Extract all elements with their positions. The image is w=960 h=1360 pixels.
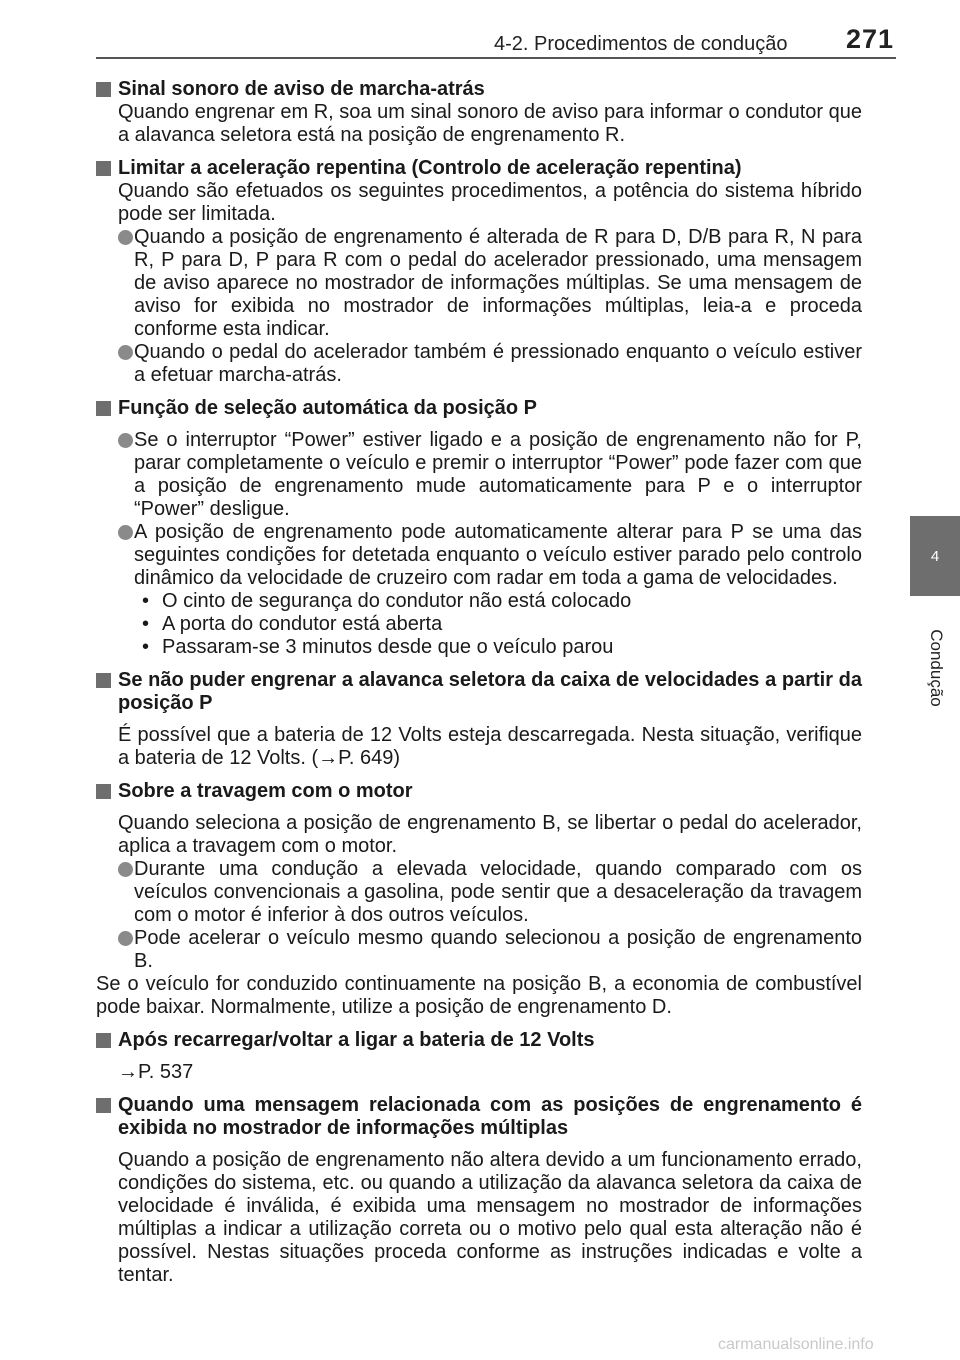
square-bullet-icon <box>96 1098 111 1113</box>
round-bullet-icon <box>118 862 133 877</box>
list-item: A posição de engrenamento pode automaticamente alterar para P se uma das seguintes condições for detetada enquanto o veículo estiver parado pelo controlo dinâmico da velocidade de cruzeiro com radar em toda a gama de velocidades. <box>118 521 862 590</box>
watermark: carmanualsonline.info <box>718 1336 874 1353</box>
sub-list-item: • O cinto de segurança do condutor não está colocado <box>134 590 862 613</box>
section-engine-braking <box>96 780 862 1019</box>
section-title: Limitar a aceleração repentina (Controlo de aceleração repentina) <box>118 157 742 179</box>
round-bullet-icon <box>118 525 133 540</box>
section-note: Se o veículo for conduzido continuamente na posição B, a economia de combustível pode baixar. Normalmente, utilize a posição de engrenamento D. <box>96 973 862 1018</box>
page-header <box>0 0 960 60</box>
round-bullet-icon <box>118 345 133 360</box>
square-bullet-icon <box>96 784 111 799</box>
section-shift-message <box>96 1094 862 1287</box>
chapter-label-text: Condução <box>927 629 946 707</box>
list-item: Quando o pedal do acelerador também é pressionado enquanto o veículo estiver a efetuar marcha-atrás. <box>118 341 862 387</box>
header-divider <box>96 57 896 59</box>
section-reverse-buzzer <box>96 78 862 147</box>
section-paragraph: É possível que a bateria de 12 Volts esteja descarregada. Nesta situação, verifique a bateria de 12 Volts. (→P. 649) <box>118 724 862 769</box>
square-bullet-icon <box>96 161 111 176</box>
section-title: Função de seleção automática da posição P <box>118 397 538 419</box>
list-item: Se o interruptor “Power” estiver ligado e a posição de engrenamento não for P, parar completamente o veículo e premir o interruptor “Power” pode fazer com que a posição de engrenamento mude automaticamente para P e o interruptor “Power” desligue. <box>118 429 862 521</box>
section-cannot-shift-from-p <box>96 669 862 770</box>
square-bullet-icon <box>96 82 111 97</box>
square-bullet-icon <box>96 673 111 688</box>
section-title: Se não puder engrenar a alavanca seletora da caixa de velocidades a partir da posição P <box>118 669 862 714</box>
page-reference-link[interactable]: (→P. 649) <box>311 747 401 769</box>
chapter-tab[interactable]: 4 <box>910 516 960 596</box>
round-bullet-icon <box>118 433 133 448</box>
header-section-title: 4-2. Procedimentos de condução <box>494 33 788 55</box>
section-paragraph: Quando engrenar em R, soa um sinal sonoro de aviso para informar o condutor que a alavanca seletora está na posição de engrenamento R. <box>118 101 862 146</box>
round-bullet-icon <box>118 230 133 245</box>
sub-list <box>118 590 862 659</box>
page-content <box>96 78 862 1287</box>
round-bullet-icon <box>118 931 133 946</box>
page-number: 271 <box>846 24 895 54</box>
section-after-battery-reconnect <box>96 1029 862 1084</box>
list-item: Pode acelerar o veículo mesmo quando selecionou a posição de engrenamento B. <box>118 927 862 973</box>
section-paragraph: Quando são efetuados os seguintes procedimentos, a potência do sistema híbrido pode ser limitada. <box>118 180 862 225</box>
sub-list-item: • Passaram-se 3 minutos desde que o veículo parou <box>134 636 862 659</box>
page-reference-link[interactable]: →P. 537 <box>118 1061 194 1083</box>
section-paragraph: Quando seleciona a posição de engrenamento B, se libertar o pedal do acelerador, aplica a travagem com o motor. <box>118 812 862 857</box>
section-paragraph: Quando a posição de engrenamento não altera devido a um funcionamento errado, condições do sistema, etc. ou quando a utilização da alavanca seletora da caixa de velocidade é inválida, é exibida uma mensagem no mostrador de informações múltiplas a indicar a utilização correta ou o motivo pelo qual esta alteração não é possível. Nestas situações proceda conforme as instruções indicadas e volte a tentar. <box>118 1149 862 1286</box>
chapter-label <box>926 618 946 718</box>
section-title: Sobre a travagem com o motor <box>118 780 413 802</box>
section-title: Após recarregar/voltar a ligar a bateria de 12 Volts <box>118 1029 595 1051</box>
square-bullet-icon <box>96 1033 111 1048</box>
square-bullet-icon <box>96 401 111 416</box>
section-sudden-acceleration <box>96 157 862 387</box>
section-title: Sinal sonoro de aviso de marcha-atrás <box>118 78 485 100</box>
list-item: Quando a posição de engrenamento é alterada de R para D, D/B para R, N para R, P para D, P para R com o pedal do acelerador pressionado, uma mensagem de aviso aparece no mostrador de informações múltiplas. Se uma mensagem de aviso for exibida no mostrador de informações múltiplas, leia-a e proceda conforme esta indicar. <box>118 226 862 341</box>
section-title: Quando uma mensagem relacionada com as posições de engrenamento é exibida no mostrador de informações múltiplas <box>118 1094 862 1139</box>
sub-list-item: • A porta do condutor está aberta <box>134 613 862 636</box>
list-item: Durante uma condução a elevada velocidade, quando comparado com os veículos convencionais a gasolina, pode sentir que a desaceleração da travagem com o motor é inferior à dos outros veículos. <box>118 858 862 927</box>
section-auto-p-position <box>96 397 862 659</box>
